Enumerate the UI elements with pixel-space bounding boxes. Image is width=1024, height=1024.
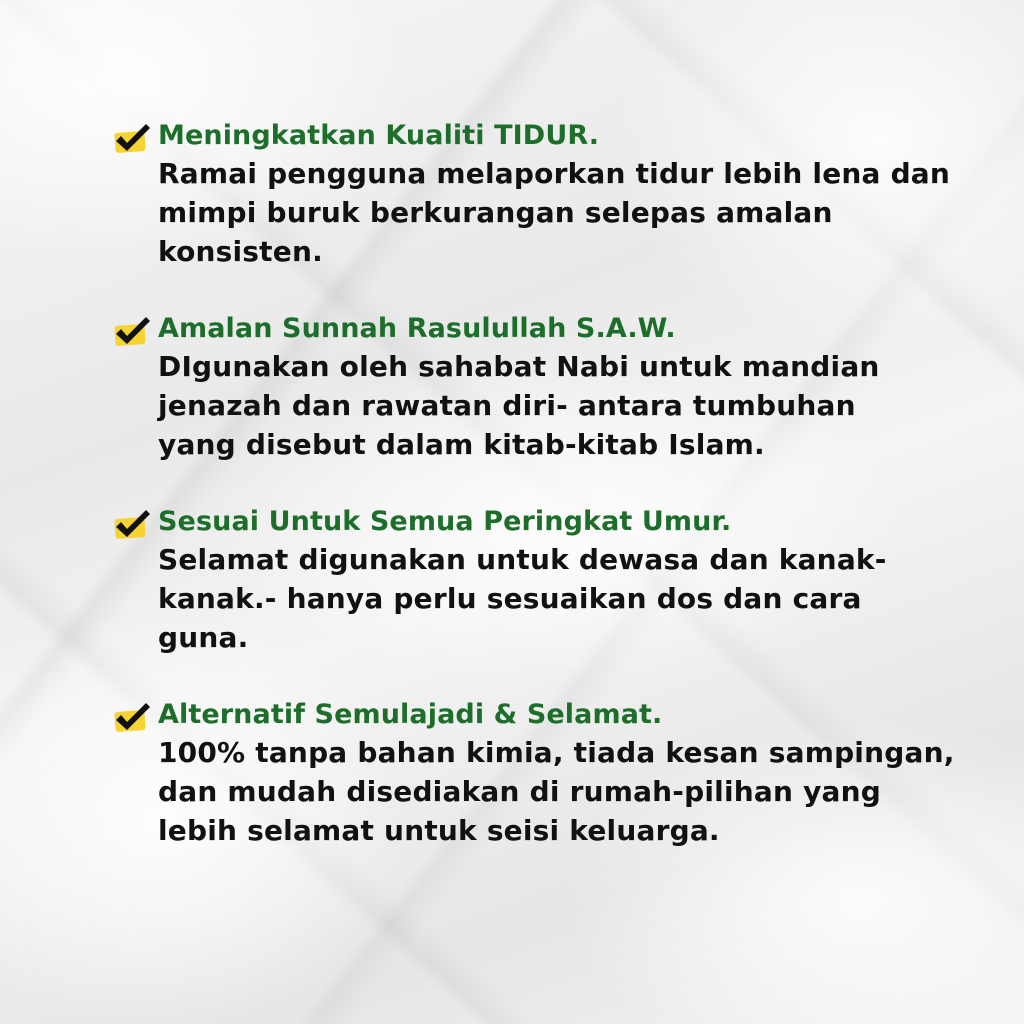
item-text [158, 697, 992, 850]
item-text [158, 118, 992, 271]
item-title: Amalan Sunnah Rasulullah S.A.W. [158, 313, 676, 344]
item-title: Sesuai Untuk Semua Peringkat Umur. [158, 506, 732, 537]
item-description [158, 154, 992, 271]
checkmark-icon [112, 699, 152, 739]
item-title: Alternatif Semulajadi & Selamat. [158, 699, 663, 730]
checkmark-icon [112, 120, 152, 160]
description-line: jenazah dan rawatan diri- antara tumbuhan [158, 389, 856, 422]
checkmark-glyph [112, 122, 152, 158]
description-line: Selamat digunakan untuk dewasa dan kanak- [158, 543, 887, 576]
checkmark-icon [112, 313, 152, 353]
item-description [158, 347, 992, 464]
list-item [112, 697, 992, 850]
description-line: DIgunakan oleh sahabat Nabi untuk mandian [158, 350, 880, 383]
description-line: dan mudah disediakan di rumah-pilihan yang [158, 775, 882, 808]
description-line: lebih selamat untuk seisi keluarga. [158, 814, 720, 847]
benefits-list [112, 118, 992, 890]
description-line: kanak.- hanya perlu sesuaikan dos dan cara [158, 582, 862, 615]
description-line: Ramai pengguna melaporkan tidur lebih lena dan [158, 157, 951, 190]
list-item [112, 504, 992, 657]
description-line: yang disebut dalam kitab-kitab Islam. [158, 428, 765, 461]
description-line: 100% tanpa bahan kimia, tiada kesan sampingan, [158, 736, 955, 769]
item-description [158, 733, 992, 850]
description-line: konsisten. [158, 235, 323, 268]
description-line: mimpi buruk berkurangan selepas amalan [158, 196, 833, 229]
checkmark-icon [112, 506, 152, 546]
description-line: guna. [158, 621, 249, 654]
item-text [158, 504, 992, 657]
list-item [112, 118, 992, 271]
item-title: Meningkatkan Kualiti TIDUR. [158, 120, 600, 151]
checkmark-glyph [112, 508, 152, 544]
list-item [112, 311, 992, 464]
checkmark-glyph [112, 315, 152, 351]
item-description [158, 540, 992, 657]
item-text [158, 311, 992, 464]
checkmark-glyph [112, 701, 152, 737]
